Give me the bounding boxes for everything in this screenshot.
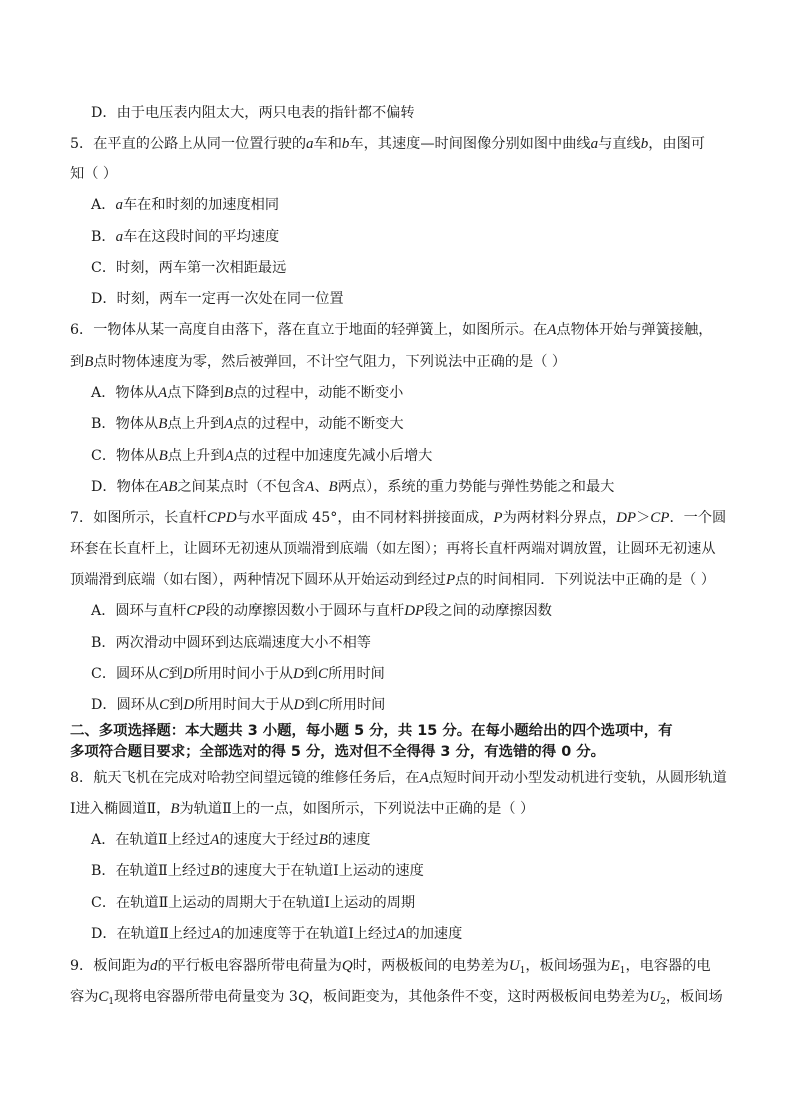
q5-option-a: A．a车在和时刻的加速度相同: [91, 197, 280, 213]
q9-stem-cont: 容为$C_1$现将电容器所带电荷量变为 3Q，板间距变为，其他条件不变，这时两极板间电势差为$U_2$，板间场: [70, 989, 723, 1007]
q7-option-a: A．圆环与直杆CP段的动摩擦因数小于圆环与直杆DP段之间的动摩擦因数: [91, 603, 552, 619]
q6-stem: 6．一物体从某一高度自由落下，落在直立于地面的轻弹簧上，如图所示。在A点物体开始与弹簧接触，: [70, 322, 713, 338]
q8-option-c: C．在轨道Ⅱ上运动的周期大于在轨道Ⅰ上运动的周期: [91, 895, 416, 911]
section-2-heading-line-1: 二、多项选择题：本大题共 3 小题，每小题 5 分，共 15 分。在每小题给出的四个选项中，有: [70, 723, 673, 739]
q7-stem: 7．如图所示，长直杆CPD与水平面成 45°，由不同材料拼接面成，P为两材料分界点，DP＞CP．一个圆: [70, 510, 727, 526]
q7-option-c: C．圆环从C到D所用时间小于从D到C所用时间: [91, 666, 385, 682]
q5-option-b: B．a车在这段时间的平均速度: [91, 229, 280, 245]
q9-stem: 9．板间距为d的平行板电容器所带电荷量为Q时，两极板间的电势差为$U_1$，板间场强为$E_1$，电容器的电: [70, 958, 711, 976]
q5-option-c: C．时刻，两车第一次相距最远: [91, 260, 287, 276]
q5-stem: 5．在平直的公路上从同一位置行驶的a车和b车，其速度—时间图像分别如图中曲线a与直线b，由图可: [70, 136, 705, 152]
q7-stem-cont-2: 顶端滑到底端（如右图），两种情况下圆环从开始运动到经过P点的时间相同．下列说法中正确的是（ ）: [70, 572, 716, 588]
q8-option-d: D．在轨道Ⅱ上经过A的加速度等于在轨道Ⅰ上经过A的加速度: [91, 926, 463, 942]
q7-stem-cont-1: 环套在长直杆上，让圆环无初速从顶端滑到底端（如左图）；再将长直杆两端对调放置，让圆环无初速从: [70, 541, 716, 557]
q8-stem: 8．航天飞机在完成对哈勃空间望远镜的维修任务后，在A点短时间开动小型发动机进行变轨，从圆形轨道: [70, 770, 727, 786]
q7-option-d: D．圆环从C到D所用时间大于从D到C所用时间: [91, 697, 386, 713]
section-2-heading-line-2: 多项符合题目要求；全部选对的得 5 分，选对但不全得得 3 分，有选错的得 0 分。: [70, 744, 605, 760]
q8-stem-cont: Ⅰ进入椭圆道Ⅱ，B为轨道Ⅱ上的一点，如图所示，下列说法中正确的是（ ）: [70, 801, 535, 817]
q6-option-d: D．物体在AB之间某点时（不包含A、B两点），系统的重力势能与弹性势能之和最大: [91, 479, 615, 495]
q6-option-c: C．物体从B点上升到A点的过程中加速度先减小后增大: [91, 448, 433, 464]
q6-option-b: B．物体从B点上升到A点的过程中，动能不断变大: [91, 416, 404, 432]
q8-option-b: B．在轨道Ⅱ上经过B的速度大于在轨道Ⅰ上运动的速度: [91, 863, 424, 879]
q5-stem-cont: 知（ ）: [70, 166, 118, 182]
q8-option-a: A．在轨道Ⅱ上经过A的速度大于经过B的速度: [91, 832, 371, 848]
q5-option-d: D．时刻，两车一定再一次处在同一位置: [91, 291, 344, 307]
q7-option-b: B．两次滑动中圆环到达底端速度大小不相等: [91, 635, 371, 651]
q6-option-a: A．物体从A点下降到B点的过程中，动能不断变小: [91, 385, 404, 401]
q4-option-d: D．由于电压表内阻太大，两只电表的指针都不偏转: [91, 105, 415, 121]
q6-stem-cont: 到B点时物体速度为零，然后被弹回，不计空气阻力，下列说法中正确的是（ ）: [70, 354, 567, 370]
